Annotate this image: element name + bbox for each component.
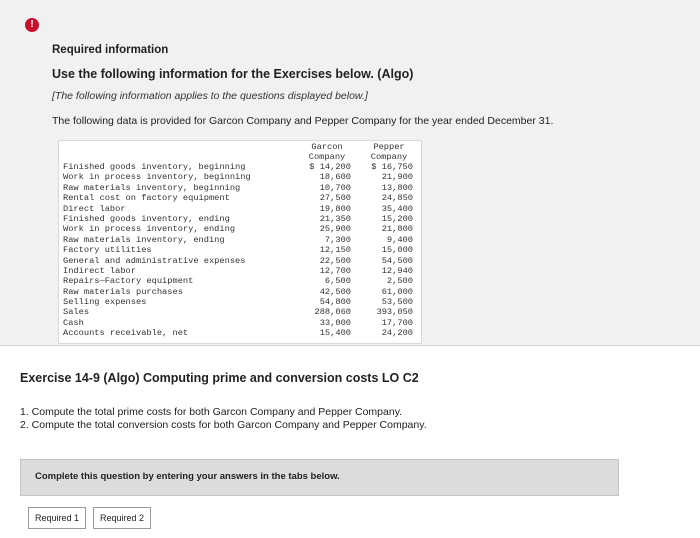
company-data-table [58,140,422,344]
pepper-value: $ 16,750 [371,162,413,172]
pepper-value: 21,800 [381,224,413,235]
garcon-value: 6,500 [324,276,351,287]
pepper-value: 13,800 [381,182,413,193]
table-row [63,162,415,172]
table-row [63,204,415,214]
table-row [63,287,415,297]
row-label: Work in process inventory, ending [63,224,236,235]
table-row [63,224,415,234]
table-body [63,162,415,339]
table-row [63,235,415,245]
table-row [63,297,415,307]
garcon-value: 12,700 [319,265,351,276]
row-label: Indirect labor [63,265,136,276]
garcon-value: 21,350 [319,213,351,224]
table-row [63,328,415,338]
instruction-text: Complete this question by entering your answers in the tabs below. [35,471,340,482]
garcon-value: 25,900 [319,224,351,235]
exercise-title: Exercise 14-9 (Algo) Computing prime and conversion costs LO C2 [20,371,419,385]
row-label: Factory utilities [63,245,152,256]
pepper-value: 21,900 [381,172,413,183]
pepper-value: 24,200 [381,328,413,339]
pepper-value: 61,000 [381,286,413,297]
table-row [63,266,415,276]
table-row [63,214,415,224]
pepper-value: 17,700 [381,317,413,328]
garcon-value: 18,600 [319,172,351,183]
row-label: Finished goods inventory, ending [63,213,230,224]
tab-required-1[interactable]: Required 1 [28,507,86,529]
table-row [63,307,415,317]
row-label: Selling expenses [63,297,147,308]
pepper-value: 15,000 [381,245,413,256]
pepper-value: 15,200 [381,213,413,224]
garcon-value: 27,500 [319,193,351,204]
garcon-value: 22,500 [319,255,351,266]
row-label: Sales [63,307,90,318]
instructions-subheading: Use the following information for the Exercises below. (Algo) [52,67,414,81]
garcon-value: 7,300 [324,234,351,245]
table-row [63,276,415,286]
table-row [63,193,415,203]
required-information-heading: Required information [52,44,169,56]
column-header-garcon: Garcon Company [308,142,346,162]
pepper-value: 35,400 [381,203,413,214]
pepper-value: 53,500 [381,297,413,308]
row-label: Rental cost on factory equipment [63,193,230,204]
instruction-box [20,459,619,496]
row-label: Raw materials inventory, ending [63,234,225,245]
garcon-value: 42,500 [319,286,351,297]
row-label: Finished goods inventory, beginning [63,162,246,172]
task-2-text: 2. Compute the total conversion costs for both Garcon Company and Pepper Company. [20,419,427,431]
pepper-value: 393,050 [376,307,413,318]
row-label: Accounts receivable, net [63,328,189,339]
intro-text: The following data is provided for Garcon Company and Pepper Company for the year ended December 31. [52,115,554,127]
alert-icon: ! [25,18,39,32]
table-row [63,256,415,266]
garcon-value: 10,700 [319,182,351,193]
garcon-value: 33,000 [319,317,351,328]
task-1-text: 1. Compute the total prime costs for both Garcon Company and Pepper Company. [20,406,403,418]
pepper-value: 54,500 [381,255,413,266]
table-row [63,318,415,328]
table-row [63,245,415,255]
garcon-value: 15,400 [319,328,351,339]
table-row [63,172,415,182]
applies-note: [The following information applies to the questions displayed below.] [52,90,368,102]
pepper-value: 2,500 [386,276,413,287]
row-label: Raw materials purchases [63,286,183,297]
garcon-value: 288,060 [314,307,351,318]
garcon-value: 12,150 [319,245,351,256]
row-label: Work in process inventory, beginning [63,172,251,183]
garcon-value: 19,800 [319,203,351,214]
pepper-value: 9,400 [386,234,413,245]
pepper-value: 24,850 [381,193,413,204]
table-row [63,183,415,193]
pepper-value: 12,940 [381,265,413,276]
row-label: Direct labor [63,203,126,214]
row-label: Raw materials inventory, beginning [63,182,241,193]
tab-required-2[interactable]: Required 2 [93,507,151,529]
row-label: Repairs—Factory equipment [63,276,194,287]
garcon-value: 54,800 [319,297,351,308]
row-label: General and administrative expenses [63,255,246,266]
garcon-value: $ 14,200 [309,162,351,172]
column-header-pepper: Pepper Company [370,142,408,162]
row-label: Cash [63,317,84,328]
